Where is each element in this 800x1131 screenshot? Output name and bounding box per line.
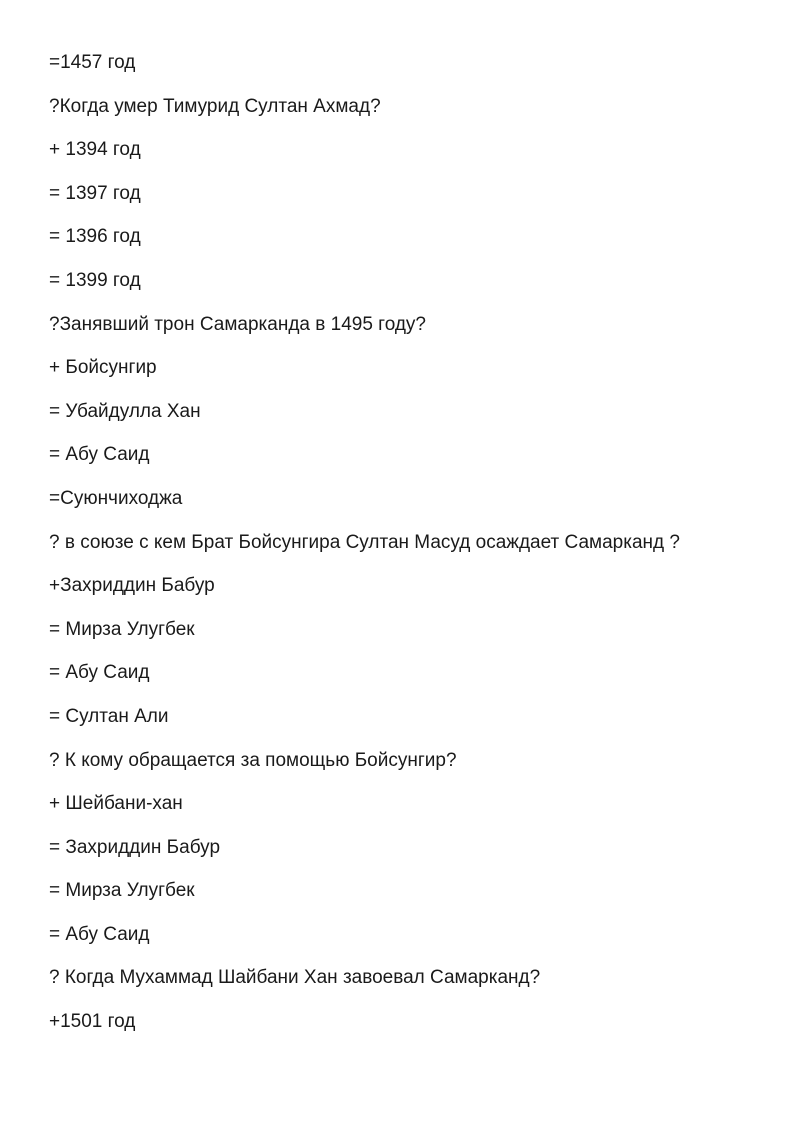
answer-line: = Захриддин Бабур: [49, 836, 221, 858]
answer-line: =1457 год: [49, 52, 136, 73]
correct-answer-line: +Захриддин Бабур: [49, 575, 215, 597]
answer-line: = Абу Саид: [49, 662, 150, 684]
answer-line: =Суюнчиходжа: [49, 487, 183, 509]
answer-line: = Абу Саид: [49, 444, 150, 466]
quiz-lines: [49, 50, 680, 1053]
correct-answer-line: + Шейбани-хан: [49, 793, 183, 815]
answer-line: = Мирза Улугбек: [49, 880, 195, 902]
question-line: ? Когда Мухаммад Шайбани Хан завоевал Самарканд?: [49, 967, 541, 989]
answer-line: = Султан Али: [49, 705, 169, 727]
answer-line: = 1396 год: [49, 226, 141, 248]
question-line: ?Когда умер Тимурид Султан Ахмад?: [49, 95, 381, 117]
answer-line: = Убайдулла Хан: [49, 400, 201, 422]
correct-answer-line: +1501 год: [49, 1011, 136, 1033]
answer-line: = 1399 год: [49, 269, 141, 291]
answer-line: = 1397 год: [49, 182, 141, 204]
question-line: ? К кому обращается за помощью Бойсунгир?: [49, 749, 457, 771]
correct-answer-line: + Бойсунгир: [49, 357, 157, 379]
correct-answer-line: + 1394 год: [49, 139, 141, 161]
answer-line: = Мирза Улугбек: [49, 618, 195, 640]
answer-line: = Абу Саид: [49, 923, 150, 945]
question-line: ? в союзе с кем Брат Бойсунгира Султан Масуд осаждает Самарканд ?: [49, 531, 680, 553]
question-line: ?Занявший трон Самарканда в 1495 году?: [49, 313, 426, 335]
